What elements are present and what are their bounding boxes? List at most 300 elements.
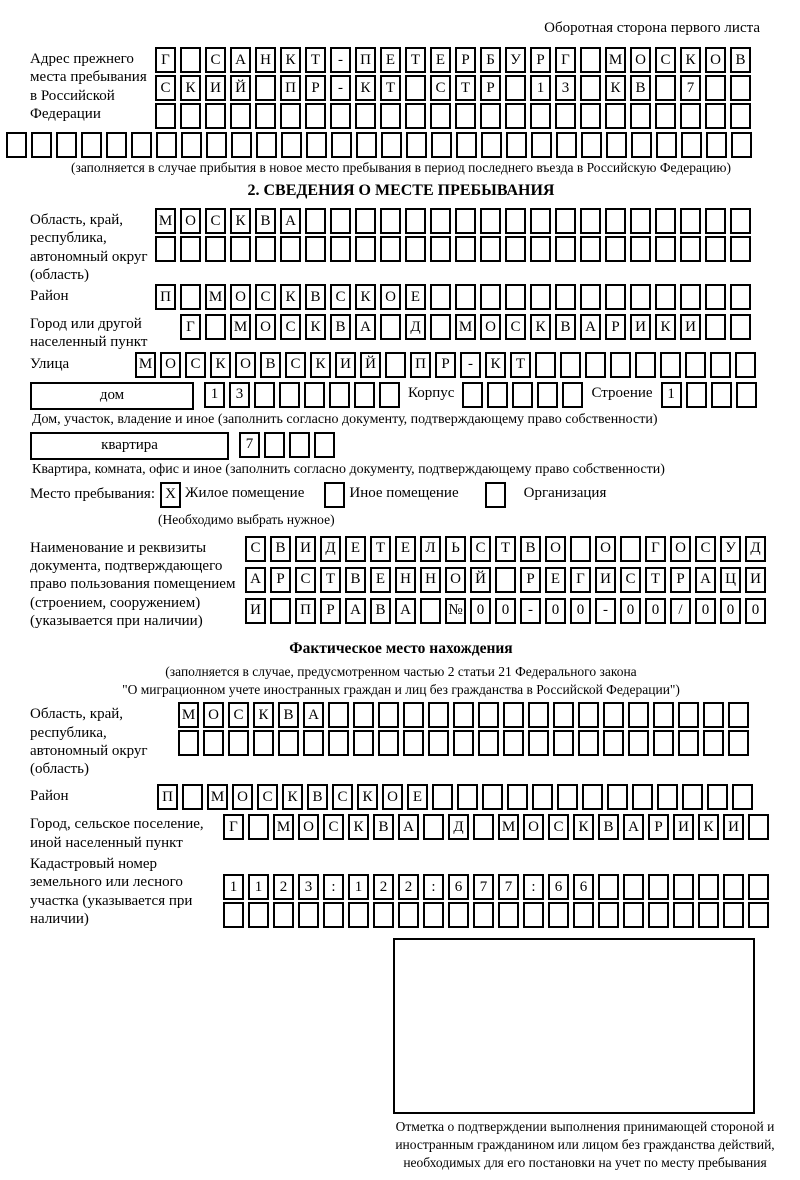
char-box[interactable]: С (505, 314, 526, 340)
char-box[interactable]: 6 (548, 874, 569, 900)
char-box[interactable] (431, 132, 452, 158)
char-box[interactable]: 0 (545, 598, 566, 624)
char-box[interactable]: М (207, 784, 228, 810)
char-box[interactable] (623, 874, 644, 900)
char-box[interactable]: О (160, 352, 181, 378)
char-box[interactable] (482, 784, 503, 810)
char-box[interactable]: О (545, 536, 566, 562)
char-box[interactable] (530, 236, 551, 262)
char-box[interactable]: К (180, 75, 201, 101)
char-box[interactable] (580, 47, 601, 73)
char-box[interactable] (570, 536, 591, 562)
char-box[interactable]: 2 (373, 874, 394, 900)
char-box[interactable] (355, 103, 376, 129)
char-box[interactable] (453, 702, 474, 728)
char-box[interactable] (553, 730, 574, 756)
char-box[interactable]: В (730, 47, 751, 73)
char-box[interactable]: М (178, 702, 199, 728)
char-box[interactable] (255, 75, 276, 101)
char-box[interactable] (353, 730, 374, 756)
char-box[interactable] (723, 874, 744, 900)
char-box[interactable] (248, 902, 269, 928)
char-box[interactable]: 3 (298, 874, 319, 900)
char-box[interactable] (598, 874, 619, 900)
char-box[interactable] (155, 103, 176, 129)
char-box[interactable] (680, 208, 701, 234)
char-box[interactable]: 1 (248, 874, 269, 900)
char-box[interactable] (355, 208, 376, 234)
char-box[interactable] (280, 236, 301, 262)
char-box[interactable]: К (280, 284, 301, 310)
char-box[interactable]: Н (420, 567, 441, 593)
char-box[interactable]: А (280, 208, 301, 234)
char-box[interactable]: В (330, 314, 351, 340)
char-box[interactable] (264, 432, 285, 458)
char-box[interactable] (485, 482, 506, 508)
char-box[interactable] (655, 284, 676, 310)
char-box[interactable] (406, 132, 427, 158)
char-box[interactable]: П (157, 784, 178, 810)
char-box[interactable] (730, 208, 751, 234)
char-box[interactable] (607, 784, 628, 810)
char-box[interactable] (678, 702, 699, 728)
char-box[interactable] (498, 902, 519, 928)
char-box[interactable]: Л (420, 536, 441, 562)
char-box[interactable] (686, 382, 707, 408)
char-box[interactable] (503, 730, 524, 756)
char-box[interactable] (478, 730, 499, 756)
char-box[interactable]: Й (360, 352, 381, 378)
char-box[interactable] (703, 702, 724, 728)
char-box[interactable]: М (155, 208, 176, 234)
char-box[interactable] (182, 784, 203, 810)
char-box[interactable] (707, 784, 728, 810)
char-box[interactable] (378, 702, 399, 728)
char-box[interactable] (403, 702, 424, 728)
char-box[interactable] (378, 730, 399, 756)
char-box[interactable] (728, 730, 749, 756)
char-box[interactable]: В (345, 567, 366, 593)
char-box[interactable] (682, 784, 703, 810)
char-box[interactable] (31, 132, 52, 158)
char-box[interactable] (528, 702, 549, 728)
char-box[interactable] (273, 902, 294, 928)
char-box[interactable] (655, 75, 676, 101)
char-box[interactable] (553, 702, 574, 728)
char-box[interactable] (705, 75, 726, 101)
char-box[interactable] (355, 236, 376, 262)
char-box[interactable]: К (355, 75, 376, 101)
char-box[interactable] (630, 103, 651, 129)
char-box[interactable]: М (498, 814, 519, 840)
char-box[interactable] (730, 75, 751, 101)
char-box[interactable] (653, 730, 674, 756)
char-box[interactable]: И (595, 567, 616, 593)
char-box[interactable] (680, 236, 701, 262)
char-box[interactable]: К (698, 814, 719, 840)
char-box[interactable]: Т (455, 75, 476, 101)
char-box[interactable] (507, 784, 528, 810)
char-box[interactable] (106, 132, 127, 158)
char-box[interactable] (556, 132, 577, 158)
char-box[interactable] (660, 352, 681, 378)
char-box[interactable] (705, 103, 726, 129)
char-box[interactable]: Т (645, 567, 666, 593)
char-box[interactable] (403, 730, 424, 756)
char-box[interactable]: О (203, 702, 224, 728)
char-box[interactable]: И (723, 814, 744, 840)
char-box[interactable]: А (303, 702, 324, 728)
char-box[interactable] (330, 236, 351, 262)
char-box[interactable]: / (670, 598, 691, 624)
char-box[interactable] (56, 132, 77, 158)
char-box[interactable]: Е (407, 784, 428, 810)
char-box[interactable]: Р (455, 47, 476, 73)
char-box[interactable]: Й (470, 567, 491, 593)
char-box[interactable] (581, 132, 602, 158)
char-box[interactable]: П (295, 598, 316, 624)
char-box[interactable]: С (695, 536, 716, 562)
char-box[interactable] (248, 814, 269, 840)
char-box[interactable] (81, 132, 102, 158)
char-box[interactable] (698, 874, 719, 900)
char-box[interactable]: Е (395, 536, 416, 562)
char-box[interactable]: М (455, 314, 476, 340)
char-box[interactable]: С (655, 47, 676, 73)
char-box[interactable] (562, 382, 583, 408)
char-box[interactable] (680, 103, 701, 129)
char-box[interactable]: М (205, 284, 226, 310)
char-box[interactable] (481, 132, 502, 158)
char-box[interactable]: Р (670, 567, 691, 593)
char-box[interactable]: С (257, 784, 278, 810)
char-box[interactable] (306, 132, 327, 158)
char-box[interactable]: Р (605, 314, 626, 340)
char-box[interactable] (457, 784, 478, 810)
char-box[interactable] (330, 208, 351, 234)
char-box[interactable] (254, 382, 275, 408)
char-box[interactable] (279, 382, 300, 408)
char-box[interactable] (628, 702, 649, 728)
char-box[interactable]: Д (745, 536, 766, 562)
char-box[interactable] (428, 730, 449, 756)
char-box[interactable] (582, 784, 603, 810)
char-box[interactable]: А (230, 47, 251, 73)
char-box[interactable]: В (370, 598, 391, 624)
char-box[interactable] (278, 730, 299, 756)
char-box[interactable]: К (573, 814, 594, 840)
char-box[interactable]: Д (320, 536, 341, 562)
char-box[interactable] (580, 284, 601, 310)
char-box[interactable] (560, 352, 581, 378)
char-box[interactable]: 2 (273, 874, 294, 900)
char-box[interactable] (455, 208, 476, 234)
char-box[interactable] (632, 784, 653, 810)
char-box[interactable] (681, 132, 702, 158)
char-box[interactable] (578, 730, 599, 756)
char-box[interactable] (381, 132, 402, 158)
char-box[interactable]: К (680, 47, 701, 73)
char-box[interactable] (480, 236, 501, 262)
char-box[interactable]: Т (370, 536, 391, 562)
char-box[interactable]: О (180, 208, 201, 234)
char-box[interactable] (328, 730, 349, 756)
char-box[interactable]: 1 (223, 874, 244, 900)
char-box[interactable] (480, 284, 501, 310)
char-box[interactable] (735, 352, 756, 378)
char-box[interactable]: М (273, 814, 294, 840)
char-box[interactable] (580, 208, 601, 234)
char-box[interactable]: 1 (204, 382, 225, 408)
char-box[interactable]: П (280, 75, 301, 101)
char-box[interactable]: Т (380, 75, 401, 101)
char-box[interactable] (270, 598, 291, 624)
char-box[interactable] (455, 103, 476, 129)
char-box[interactable] (655, 236, 676, 262)
char-box[interactable]: Е (545, 567, 566, 593)
char-box[interactable]: С (430, 75, 451, 101)
char-box[interactable]: 0 (495, 598, 516, 624)
char-box[interactable] (698, 902, 719, 928)
char-box[interactable] (655, 103, 676, 129)
char-box[interactable]: Ь (445, 536, 466, 562)
char-box[interactable]: А (580, 314, 601, 340)
char-box[interactable] (255, 236, 276, 262)
char-box[interactable] (535, 352, 556, 378)
char-box[interactable] (530, 284, 551, 310)
char-box[interactable] (398, 902, 419, 928)
char-box[interactable] (505, 75, 526, 101)
char-box[interactable]: К (357, 784, 378, 810)
char-box[interactable]: О (230, 284, 251, 310)
char-box[interactable] (605, 236, 626, 262)
char-box[interactable] (495, 567, 516, 593)
char-box[interactable] (673, 874, 694, 900)
char-box[interactable] (206, 132, 227, 158)
char-box[interactable] (303, 730, 324, 756)
char-box[interactable] (253, 730, 274, 756)
char-box[interactable] (178, 730, 199, 756)
char-box[interactable]: К (355, 284, 376, 310)
char-box[interactable]: А (345, 598, 366, 624)
char-box[interactable]: О (705, 47, 726, 73)
char-box[interactable] (635, 352, 656, 378)
char-box[interactable] (531, 132, 552, 158)
char-box[interactable]: Н (255, 47, 276, 73)
char-box[interactable]: О (595, 536, 616, 562)
char-box[interactable]: С (285, 352, 306, 378)
char-box[interactable]: У (720, 536, 741, 562)
char-box[interactable]: Г (180, 314, 201, 340)
char-box[interactable] (281, 132, 302, 158)
char-box[interactable] (506, 132, 527, 158)
char-box[interactable] (379, 382, 400, 408)
char-box[interactable] (405, 75, 426, 101)
char-box[interactable] (680, 284, 701, 310)
char-box[interactable] (512, 382, 533, 408)
char-box[interactable]: Е (405, 284, 426, 310)
char-box[interactable]: Р (435, 352, 456, 378)
char-box[interactable] (580, 75, 601, 101)
char-box[interactable] (628, 730, 649, 756)
char-box[interactable]: Т (320, 567, 341, 593)
char-box[interactable]: 1 (530, 75, 551, 101)
char-box[interactable]: В (270, 536, 291, 562)
char-box[interactable]: А (695, 567, 716, 593)
char-box[interactable] (723, 902, 744, 928)
char-box[interactable] (603, 702, 624, 728)
char-box[interactable] (630, 236, 651, 262)
char-box[interactable]: № (445, 598, 466, 624)
char-box[interactable] (473, 902, 494, 928)
char-box[interactable] (503, 702, 524, 728)
char-box[interactable]: Р (305, 75, 326, 101)
char-box[interactable] (673, 902, 694, 928)
char-box[interactable]: О (480, 314, 501, 340)
char-box[interactable] (223, 902, 244, 928)
char-box[interactable] (555, 284, 576, 310)
char-box[interactable] (557, 784, 578, 810)
char-box[interactable]: А (395, 598, 416, 624)
char-box[interactable] (131, 132, 152, 158)
char-box[interactable]: Т (305, 47, 326, 73)
char-box[interactable] (180, 236, 201, 262)
char-box[interactable] (6, 132, 27, 158)
char-box[interactable] (430, 103, 451, 129)
char-box[interactable]: О (235, 352, 256, 378)
char-box[interactable]: Г (555, 47, 576, 73)
char-box[interactable]: А (398, 814, 419, 840)
char-box[interactable]: И (673, 814, 694, 840)
char-box[interactable]: Р (270, 567, 291, 593)
char-box[interactable] (530, 208, 551, 234)
char-box[interactable]: Д (405, 314, 426, 340)
char-box[interactable]: 0 (620, 598, 641, 624)
char-box[interactable]: И (245, 598, 266, 624)
char-box[interactable] (430, 208, 451, 234)
char-box[interactable]: П (355, 47, 376, 73)
char-box[interactable]: С (245, 536, 266, 562)
char-box[interactable] (656, 132, 677, 158)
char-box[interactable] (748, 814, 769, 840)
char-box[interactable] (430, 314, 451, 340)
char-box[interactable]: - (460, 352, 481, 378)
char-box[interactable]: С (548, 814, 569, 840)
char-box[interactable] (228, 730, 249, 756)
char-box[interactable] (630, 284, 651, 310)
char-box[interactable] (705, 236, 726, 262)
char-box[interactable]: О (298, 814, 319, 840)
char-box[interactable] (453, 730, 474, 756)
char-box[interactable]: В (255, 208, 276, 234)
char-box[interactable] (505, 103, 526, 129)
char-box[interactable] (230, 236, 251, 262)
char-box[interactable] (630, 208, 651, 234)
char-box[interactable] (703, 730, 724, 756)
char-box[interactable]: - (595, 598, 616, 624)
char-box[interactable]: Г (645, 536, 666, 562)
char-box[interactable]: : (423, 874, 444, 900)
char-box[interactable]: В (373, 814, 394, 840)
char-box[interactable]: П (155, 284, 176, 310)
char-box[interactable] (598, 902, 619, 928)
char-box[interactable] (156, 132, 177, 158)
char-box[interactable] (730, 103, 751, 129)
char-box[interactable] (289, 432, 310, 458)
char-box[interactable]: П (410, 352, 431, 378)
char-box[interactable]: А (245, 567, 266, 593)
char-box[interactable]: Т (495, 536, 516, 562)
char-box[interactable]: Р (530, 47, 551, 73)
char-box[interactable] (473, 814, 494, 840)
char-box[interactable]: Т (510, 352, 531, 378)
char-box[interactable]: О (255, 314, 276, 340)
char-box[interactable] (685, 352, 706, 378)
char-box[interactable]: И (745, 567, 766, 593)
char-box[interactable] (456, 132, 477, 158)
char-box[interactable] (730, 236, 751, 262)
char-box[interactable]: - (520, 598, 541, 624)
char-box[interactable]: О (382, 784, 403, 810)
char-box[interactable] (380, 208, 401, 234)
char-box[interactable] (478, 702, 499, 728)
char-box[interactable]: Д (448, 814, 469, 840)
char-box[interactable] (423, 814, 444, 840)
char-box[interactable]: 7 (239, 432, 260, 458)
char-box[interactable] (231, 132, 252, 158)
char-box[interactable]: X (160, 482, 181, 508)
char-box[interactable] (180, 47, 201, 73)
char-box[interactable]: В (278, 702, 299, 728)
char-box[interactable]: С (185, 352, 206, 378)
char-box[interactable]: К (485, 352, 506, 378)
char-box[interactable] (380, 314, 401, 340)
char-box[interactable]: К (253, 702, 274, 728)
char-box[interactable] (180, 103, 201, 129)
char-box[interactable] (373, 902, 394, 928)
char-box[interactable]: И (335, 352, 356, 378)
char-box[interactable]: О (445, 567, 466, 593)
char-box[interactable] (430, 236, 451, 262)
char-box[interactable] (648, 902, 669, 928)
char-box[interactable] (280, 103, 301, 129)
char-box[interactable]: 6 (573, 874, 594, 900)
char-box[interactable] (203, 730, 224, 756)
char-box[interactable]: И (680, 314, 701, 340)
char-box[interactable]: К (348, 814, 369, 840)
char-box[interactable] (505, 284, 526, 310)
char-box[interactable]: У (505, 47, 526, 73)
char-box[interactable] (537, 382, 558, 408)
char-box[interactable]: 0 (695, 598, 716, 624)
char-box[interactable]: М (605, 47, 626, 73)
char-box[interactable]: 0 (470, 598, 491, 624)
char-box[interactable]: 7 (498, 874, 519, 900)
char-box[interactable] (678, 730, 699, 756)
char-box[interactable]: 0 (570, 598, 591, 624)
char-box[interactable]: 0 (745, 598, 766, 624)
char-box[interactable] (705, 208, 726, 234)
char-box[interactable]: О (523, 814, 544, 840)
char-box[interactable]: Е (345, 536, 366, 562)
char-box[interactable] (380, 236, 401, 262)
char-box[interactable] (657, 784, 678, 810)
char-box[interactable]: О (630, 47, 651, 73)
char-box[interactable]: И (295, 536, 316, 562)
char-box[interactable] (430, 284, 451, 310)
char-box[interactable] (432, 784, 453, 810)
char-box[interactable]: В (598, 814, 619, 840)
